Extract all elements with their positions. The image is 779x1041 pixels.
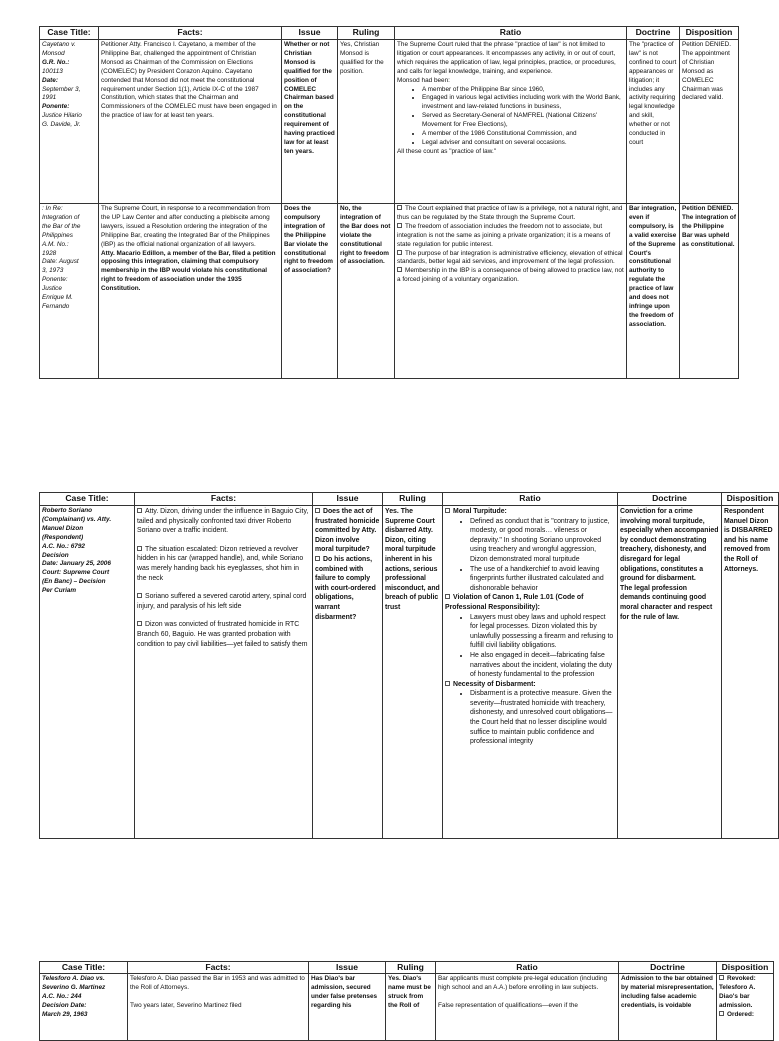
ruling-cell: Yes. Diao's name must be struck from the Roll of (386, 974, 436, 1041)
ratio-bullet: • Defined as conduct that is "contrary to justice, modesty, or good morals… vileness or depravity." In shooting Soriano unprovoked using treachery and wrongful aggression, Dizon demonstrated moral turpitude (470, 517, 615, 565)
checkbox-glyph-icon (719, 1011, 724, 1016)
facts-text: Soriano suffered a severed carotid artery, spinal cord injury, and paralysis of his left side (137, 593, 307, 610)
case-title-line: Philippines (42, 231, 73, 239)
facts-text: Dizon was convicted of frustrated homicide in RTC Branch 60, Baguio. He was granted probation with condition to pay civil liabilities—yet failed to satisfy them (137, 621, 308, 648)
case-title-line: Court: Supreme Court (42, 569, 110, 577)
facts-paragraph (137, 592, 310, 611)
facts-cell (99, 204, 282, 379)
checkbox-glyph-icon (137, 621, 142, 626)
case-title-line: Date: August (42, 258, 79, 266)
ratio-cell (443, 506, 618, 839)
case-title-line: Date: (42, 76, 58, 84)
ratio-lead: Monsod had been: (397, 76, 450, 84)
case-title-line: Per Curiam (42, 587, 77, 595)
ratio-bullet: • He also engaged in deceit—fabricating false narratives about the incident, violating the duty of honesty fundamental to the profession (470, 651, 615, 680)
case-row-soriano (40, 506, 779, 839)
ratio-intro: The Supreme Court ruled that the phrase "practice of law" is not limited to litigation or court appearances. It encompasses any activity, in or out of court, which requires the application of law, legal principles, practice, or procedures, and calls for legal knowledge, training, and experience. (397, 41, 616, 75)
facts-paragraph: Telesforo A. Diao passed the Bar in 1953 and was admitted to the Roll of Attorneys. (130, 975, 305, 991)
checkbox-glyph-icon (397, 223, 402, 228)
facts-paragraph: The Supreme Court, in response to a recommendation from the UP Law Center and after conducting a plebiscite among lawyers, issued a Resolution ordering the integration of the Philippine Bar, creating the Integrated Bar of the Philippines (IBP) as the official national organization of all lawyers. (101, 205, 271, 248)
issue-cell: Has Diao's bar admission, secured under false pretenses regarding his (309, 974, 386, 1041)
ratio-cell (436, 974, 619, 1041)
checkbox-glyph-icon (397, 205, 402, 210)
case-title-line: Roberto Soriano (42, 507, 93, 514)
ratio-heading-text: Necessity of Disbarment: (453, 680, 536, 688)
ratio-point-text: The Court explained that practice of law is a privilege, not a natural right, and thus can be regulated by the State through the Supreme Court. (397, 205, 623, 221)
facts-paragraph: Two years later, Severino Martinez filed (130, 1001, 242, 1009)
issue-cell: Does the compulsory integration of the Philippine Bar violate the constitutional right to freedom of association? (282, 204, 338, 379)
ratio-heading (445, 680, 615, 690)
ratio-paragraph: Bar applicants must complete pre-legal education (including high school and an A.A.) before enrolling in law subjects. (438, 975, 608, 991)
facts-text: The situation escalated: Dizon retrieved a revolver hidden in his car (wrapped handle), and, while Soriano was merely handing back his eyeglasses, shot him in the neck (137, 545, 304, 582)
issue-text: Does the act of frustrated homicide committed by Atty. Dizon involve moral turpitude? (315, 508, 380, 554)
header-doctrine: Doctrine (619, 962, 717, 974)
ratio-point-text: Membership in the IBP is a consequence of being allowed to practice law, not a forced joining of a voluntary organization. (397, 267, 624, 284)
disposition-cell (717, 974, 774, 1041)
ratio-bullet-list (445, 517, 615, 594)
header-ratio: Ratio (436, 962, 619, 974)
case-title-line: Decision Date: (42, 1001, 87, 1009)
ratio-bullet-list (445, 613, 615, 680)
ratio-point-text: The purpose of bar integration is administrative efficiency, elevation of ethical standards, better legal aid services, and improvement of the legal profession. (397, 249, 623, 266)
ratio-heading-text: Moral Turpitude: (453, 508, 507, 515)
issue-item (315, 507, 380, 555)
case-title-line: Telesforo A. Diao vs. (42, 975, 105, 982)
doctrine-paragraph: The legal profession demands continuing good moral character and respect for the rule of law. (620, 584, 713, 621)
case-title-line: Cayetano v. (42, 41, 76, 48)
case-row-diao (40, 974, 774, 1041)
case-title-line: (En Banc) – Decision (42, 578, 106, 586)
disposition-item (719, 975, 771, 1011)
case-title-line: A.C. No.: 6792 (42, 542, 85, 550)
case-title-line: Justice (42, 285, 62, 293)
header-facts: Facts: (128, 962, 309, 974)
header-disposition: Disposition (680, 27, 739, 40)
doctrine-cell: Admission to the bar obtained by material misrepresentation, including false academic credentials, is voidable (619, 974, 717, 1041)
checkbox-glyph-icon (137, 593, 142, 598)
case-title-line: Date: January 25, 2006 (42, 560, 111, 568)
case-title-line: 1991 (42, 94, 57, 102)
header-case-title: Case Title: (40, 493, 135, 506)
header-ratio: Ratio (395, 27, 627, 40)
case-title-line: September 3, (42, 85, 81, 93)
ratio-heading-text: Violation of Canon 1, Rule 1.01 (Code of Professional Responsibility): (445, 594, 584, 611)
header-doctrine: Doctrine (618, 493, 722, 506)
ratio-point (397, 267, 624, 285)
checkbox-glyph-icon (445, 508, 450, 513)
disposition-text: Revoked: Telesforo A. Diao's bar admission. (719, 975, 756, 1009)
case-title-line: March 29, 1963 (42, 1010, 88, 1018)
header-row (40, 962, 774, 974)
doctrine-paragraph: Conviction for a crime involving moral turpitude, especially when accompanied by conduct demonstrating treachery, dishonesty, and disregard for legal obligations, constitutes a ground for disbarment. (620, 508, 719, 583)
ratio-cell (395, 40, 627, 204)
case-title-line: : In Re: (42, 205, 63, 212)
doctrine-cell: The "practice of law" is not confined to court appearances or litigation; it includes any activity requiring legal knowledge and skill, whether or not conducted in court (627, 40, 680, 204)
case-title-line: Integration of (42, 213, 80, 221)
ratio-bullet: • Lawyers must obey laws and uphold respect for legal processes. Dizon violated this by unlawfully possessing a firearm and refusing to fulfill civil liability obligations. (470, 613, 615, 651)
facts-paragraph (137, 545, 310, 583)
case-title-cell (40, 506, 135, 839)
case-title-line: Ponente: (42, 103, 70, 111)
case-title-line: Justice Hilario (42, 112, 82, 120)
case-table-1 (39, 26, 739, 379)
ruling-cell: Yes. The Supreme Court disbarred Atty. Dizon, citing moral turpitude inherent in his actions, serious professional misconduct, and breach of public trust (383, 506, 443, 839)
facts-cell: Petitioner Atty. Francisco I. Cayetano, a member of the Philippine Bar, challenged the appointment of Christian Monsod as Chairman of the Commission on Elections (COMELEC) by President Corazon Aquino. Cayetano contended that Monsod did not meet the constitutional requirement under Section 1(1), Article IX-C of the 1987 Constitution, which states that the Chairman and Commissioners of the COMELEC must have been engaged in the practice of law for at least ten years. (99, 40, 282, 204)
checkbox-glyph-icon (315, 556, 320, 561)
ratio-bullet: • Engaged in various legal activities including work with the World Bank, investment and law-related functions in business, (422, 94, 624, 112)
doctrine-cell (618, 506, 722, 839)
ratio-heading (445, 593, 615, 612)
case-row-ibp (40, 204, 739, 379)
disposition-item (719, 1011, 771, 1020)
checkbox-glyph-icon (137, 546, 142, 551)
facts-paragraph (137, 507, 310, 536)
ratio-cell (395, 204, 627, 379)
header-issue: Issue (282, 27, 338, 40)
header-ruling: Ruling (338, 27, 395, 40)
checkbox-glyph-icon (719, 975, 724, 980)
ratio-point (397, 223, 624, 250)
issue-item (315, 555, 380, 622)
header-issue: Issue (309, 962, 386, 974)
header-facts: Facts: (99, 27, 282, 40)
case-title-line: Decision (42, 551, 69, 559)
header-ruling: Ruling (386, 962, 436, 974)
case-title-line: G. Davide, Jr. (42, 121, 81, 129)
case-table-2 (39, 492, 779, 839)
ratio-point (397, 250, 624, 268)
ratio-bullet: • Served as Secretary-General of NAMFREL (National Citizens' Movement for Free Elections), (422, 112, 624, 130)
checkbox-glyph-icon (397, 250, 402, 255)
case-title-line: the Bar of the (42, 222, 81, 230)
header-disposition: Disposition (717, 962, 774, 974)
issue-text: Do his actions, combined with failure to comply with court-ordered obligations, warrant disbarment? (315, 555, 376, 621)
case-title-line: (Respondent) (42, 533, 84, 541)
checkbox-glyph-icon (445, 594, 450, 599)
checkbox-glyph-icon (315, 508, 320, 513)
doctrine-cell: Bar integration, even if compulsory, is a valid exercise of the Supreme Court's constitutional authority to regulate the practice of law and does not infringe upon the freedom of association. (627, 204, 680, 379)
ratio-point-text: The freedom of association includes the freedom not to associate, but integration is not the same as joining a private organization; it is a means of state regulation for public interest. (397, 222, 611, 248)
disposition-cell: Petition DENIED. The appointment of Christian Monsod as COMELEC Chairman was declared valid. (680, 40, 739, 204)
header-row (40, 27, 739, 40)
header-case-title: Case Title: (40, 962, 128, 974)
facts-cell (128, 974, 309, 1041)
ratio-point (397, 205, 624, 223)
checkbox-glyph-icon (137, 508, 142, 513)
facts-cell (135, 506, 313, 839)
issue-cell: Whether or not Christian Monsod is qualified for the position of COMELEC Chairman based on the constitutional requirement of having practiced law for at least ten years. (282, 40, 338, 204)
case-row-cayetano (40, 40, 739, 204)
disposition-cell: Petition DENIED. The integration of the Philippine Bar was upheld as constitutional. (680, 204, 739, 379)
header-facts: Facts: (135, 493, 313, 506)
ratio-conclusion: All these count as "practice of law." (397, 147, 497, 155)
ratio-bullet: • Disbarment is a protective measure. Given the severity—frustrated homicide with treachery, dishonesty, and unresolved court obligations—the Court held that no lesser discipline would suffice to maintain public confidence and professional integrity (470, 689, 615, 747)
ruling-cell: Yes, Christian Monsod is qualified for the position. (338, 40, 395, 204)
ratio-bullet: • A member of the Philippine Bar since 1960, (422, 86, 624, 95)
ratio-bullet: • A member of the 1986 Constitutional Commission, and (422, 130, 624, 139)
issue-cell (313, 506, 383, 839)
case-title-line: Severino G. Martinez (42, 983, 106, 991)
header-ratio: Ratio (443, 493, 618, 506)
disposition-text: Ordered: (727, 1010, 754, 1018)
ratio-bullet: • Legal adviser and consultant on several occasions. (422, 139, 624, 148)
ratio-bullet-list (397, 86, 624, 148)
facts-paragraph (137, 620, 310, 649)
case-title-line: A.M. No.: (42, 240, 69, 248)
ratio-bullet-list (445, 689, 615, 747)
case-title-line: Manuel Dizon (42, 524, 84, 532)
case-title-line: G.R. No.: (42, 58, 70, 66)
ratio-heading (445, 507, 615, 517)
case-title-line: Ponente: (42, 276, 68, 284)
case-title-line: Monsod (42, 49, 65, 57)
case-title-line: 1928 (42, 249, 57, 257)
ratio-paragraph: False representation of qualifications—even if the (438, 1001, 578, 1009)
case-title-line: 100113 (42, 67, 63, 75)
checkbox-glyph-icon (397, 267, 402, 272)
case-title-cell (40, 40, 99, 204)
header-ruling: Ruling (383, 493, 443, 506)
disposition-cell: Respondent Manuel Dizon is DISBARRED and his name removed from the Roll of Attorneys. (722, 506, 779, 839)
header-row (40, 493, 779, 506)
case-title-line: A.C. No.: 244 (42, 992, 82, 1000)
case-title-line: (Complainant) vs. Atty. (42, 515, 112, 523)
header-doctrine: Doctrine (627, 27, 680, 40)
header-case-title: Case Title: (40, 27, 99, 40)
case-title-cell (40, 204, 99, 379)
ruling-cell: No, the integration of the Bar does not violate the constitutional right to freedom of association. (338, 204, 395, 379)
checkbox-glyph-icon (445, 681, 450, 686)
case-title-line: 3, 1973 (42, 267, 64, 275)
case-title-line: Fernando (42, 302, 70, 310)
header-issue: Issue (313, 493, 383, 506)
case-table-3 (39, 961, 774, 1041)
facts-paragraph: Atty. Macario Edillon, a member of the Bar, filed a petition opposing this integration, claiming that compulsory membership in the IBP would violate his constitutional right to freedom of association under the 1935 Constitution. (101, 249, 276, 293)
ratio-bullet: • The use of a handkerchief to avoid leaving fingerprints further illustrated calculated and dishonorable behavior (470, 565, 615, 594)
facts-text: Atty. Dizon, driving under the influence in Baguio City, tailed and physically confronted taxi driver Roberto Soriano over a traffic incident. (137, 508, 309, 535)
case-title-cell (40, 974, 128, 1041)
header-disposition: Disposition (722, 493, 779, 506)
case-title-line: Enrique M. (42, 294, 73, 302)
